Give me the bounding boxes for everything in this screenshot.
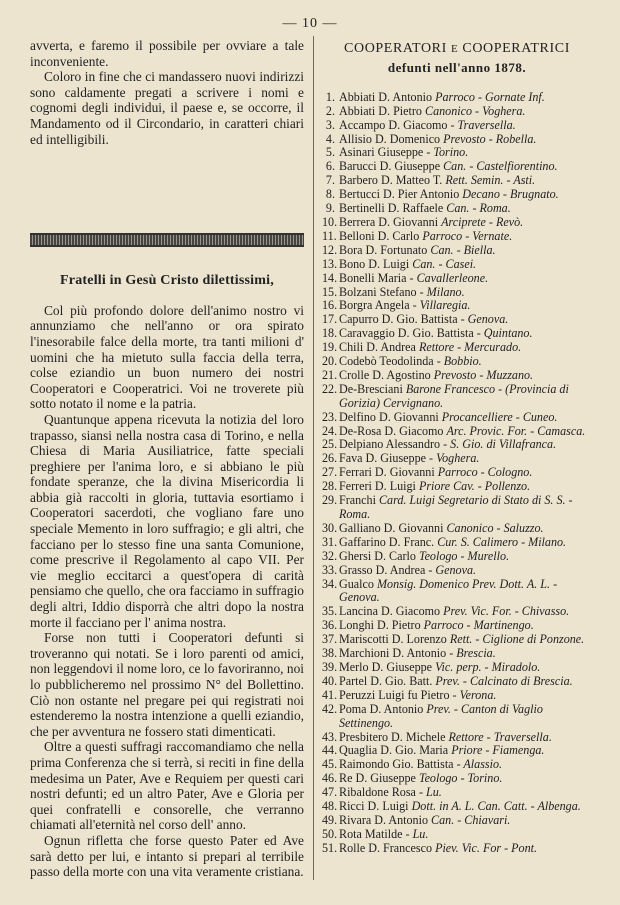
paragraph-prayers: Quantunque appena ricevuta la notizia del loro trapasso, siansi nella nostra casa di Torino, e nella Chiesa di Maria Ausiliatrice, fatte speciali preghiere per l'anima loro, e si abbiano le più fondate speranze, che la divina Misericordia li abbia già raccolti in gloria, tuttavia esortiamo i Cooperatori sacerdoti, che vogliano fare uno speciale Memento in loro suffragio; e gli altri, che facciano per lo stesso fine una santa Comunione, come prescrive il Regolamento al capo VII. Per vie meglio eccitarci a quest'opera di carità pensiamo che quello, che ora facciamo in suffragio degli altri, Iddio disporrà che altri dopo la nostra morte il facciano per l' anima nostra. — [30, 411, 304, 630]
list-item — [322, 466, 592, 480]
list-title: COOPERATORI E COOPERATRICI — [344, 41, 570, 56]
entry-note: - Traversella. — [450, 117, 516, 132]
entry-text — [339, 578, 592, 606]
entry-name: Merlo D. Giuseppe — [339, 659, 436, 674]
entry-number: 49. — [322, 812, 338, 827]
entry-note: Arciprete - Revò. — [441, 214, 524, 229]
list-item — [322, 828, 592, 842]
entry-text — [339, 188, 592, 202]
list-item — [322, 411, 592, 425]
entry-note: Priore - Fiamenga. — [451, 743, 545, 758]
entry-text — [339, 216, 592, 230]
entry-number: 33. — [322, 562, 338, 577]
page-number: — 10 — — [282, 16, 338, 31]
entry-note: Barone Francesco - (Provincia di Gorizia) Cervignano. — [339, 381, 569, 410]
list-item — [322, 633, 592, 647]
entry-number: 22. — [322, 381, 338, 396]
entry-name: Lancina D. Giacomo — [339, 604, 444, 619]
list-item — [322, 494, 592, 522]
entry-note: Parroco - Vernate. — [422, 228, 513, 243]
list-item — [322, 758, 592, 772]
entry-name: De-Bresciani — [339, 381, 406, 396]
entry-name: Caravaggio D. Gio. Battista — [339, 326, 477, 341]
list-item — [322, 355, 592, 369]
entry-note: Can. - Castelfiorentino. — [443, 159, 558, 174]
entry-name: Franchi — [339, 493, 379, 508]
paragraph-announcement: Col più profondo dolore dell'animo nostro vi annunziamo che nell'anno or ora spirato l'inesorabile falce della morte, tra tanti milioni d' uomini che ha mietuto sulla faccia della terra, colse eziandio un buon numero dei nostri Cooperatori e Cooperatrici. Voi ne troverete più sotto notato il nome e la patria. — [30, 302, 304, 412]
entry-number: 21. — [322, 367, 338, 382]
entry-number: 34. — [322, 576, 338, 591]
entry-note: Monsig. Domenico Prev. Dott. A. L. - Genova. — [339, 576, 558, 605]
entry-number: 11. — [322, 228, 337, 243]
paragraph-intro-end: avverta, e faremo il possibile per ovviare a tale inconveniente. — [30, 38, 304, 69]
entry-name: Partel D. Gio. Batt. — [339, 673, 436, 688]
entry-number: 1. — [325, 89, 335, 104]
entry-number: 51. — [322, 840, 338, 855]
entry-number: 16. — [322, 298, 338, 313]
list-item — [322, 800, 592, 814]
entry-note: Decano - Brugnato. — [462, 187, 559, 202]
entry-name: Chili D. Andrea — [339, 340, 419, 355]
entry-note: Can. - Roma. — [446, 201, 511, 216]
entry-number: 44. — [322, 743, 338, 758]
entry-text — [339, 744, 592, 758]
list-item — [322, 772, 592, 786]
entry-number: 47. — [322, 785, 338, 800]
entry-name: Accampo D. Giacomo — [339, 117, 451, 132]
entry-text — [339, 286, 592, 300]
entry-number: 18. — [322, 326, 338, 341]
entry-name: Presbitero D. Michele — [339, 729, 449, 744]
entry-text — [339, 425, 592, 439]
entry-note: - Lu. — [418, 785, 442, 800]
entry-text — [339, 355, 592, 369]
entry-name: Bono D. Luigi — [339, 256, 413, 271]
entry-name: Rota Matilde — [339, 826, 406, 841]
list-item — [322, 174, 592, 188]
list-item — [322, 452, 592, 466]
list-item — [322, 244, 592, 258]
column-divider — [313, 36, 314, 880]
entry-note: - Lu. — [405, 826, 429, 841]
entry-text — [339, 814, 592, 828]
entry-note: - Milano. — [419, 284, 465, 299]
entry-text — [339, 758, 592, 772]
entry-text — [339, 313, 592, 327]
entry-note: Canonico - Voghera. — [425, 103, 526, 118]
entry-number: 41. — [322, 687, 338, 702]
entry-text — [339, 522, 592, 536]
list-item — [322, 272, 592, 286]
entry-name: Re D. Giuseppe — [339, 771, 419, 786]
entry-text — [339, 272, 592, 286]
entry-text — [339, 438, 592, 452]
entry-note: - Alassio. — [456, 757, 503, 772]
entry-text — [339, 786, 592, 800]
list-item — [322, 786, 592, 800]
entry-note: Arc. Provic. For. - Camasca. — [446, 423, 586, 438]
list-item — [322, 313, 592, 327]
list-item — [322, 814, 592, 828]
entry-text — [339, 452, 592, 466]
entry-note: Prevosto - Robella. — [443, 131, 537, 146]
list-item — [322, 703, 592, 731]
entry-name: Bonelli Maria — [339, 270, 410, 285]
entry-text — [339, 550, 592, 564]
entry-note: Teologo - Torino. — [418, 771, 503, 786]
entry-text — [339, 689, 592, 703]
entry-text — [339, 244, 592, 258]
entry-number: 36. — [322, 618, 338, 633]
entry-name: Borgra Angela — [339, 298, 413, 313]
entry-number: 28. — [322, 479, 338, 494]
entry-text — [339, 105, 592, 119]
entry-text — [339, 772, 592, 786]
entry-note: Cur. S. Calimero - Milano. — [437, 534, 567, 549]
entry-text — [339, 327, 592, 341]
entry-text — [339, 119, 592, 133]
entry-number: 37. — [322, 632, 338, 647]
list-item — [322, 258, 592, 272]
entry-number: 19. — [322, 340, 338, 355]
list-item — [322, 202, 592, 216]
list-item — [322, 160, 592, 174]
list-item — [322, 661, 592, 675]
entry-name: Mariscotti D. Lorenzo — [339, 632, 450, 647]
entry-name: Delpiano Alessandro — [339, 437, 444, 452]
list-item — [322, 842, 592, 856]
list-item — [322, 647, 592, 661]
paragraph-addresses: Coloro in fine che ci mandassero nuovi indirizzi sono caldamente pregati a scrivere i nomi e cognomi degli individui, il paese e, se occorre, il Mandamento od il Circondario, in caratteri chiari ed intelligibili. — [30, 69, 304, 147]
entry-number: 29. — [322, 493, 338, 508]
list-item — [322, 327, 592, 341]
entry-name: Crolle D. Agostino — [339, 367, 434, 382]
entry-text — [339, 133, 592, 147]
entry-number: 42. — [322, 701, 338, 716]
list-item — [322, 480, 592, 494]
paragraph-forgotten: Forse non tutti i Cooperatori defunti si troveranno qui notati. Se i loro parenti od amici, non leggendovi il nome loro, ce lo favoriranno, noi lo pubblicheremo nel prossimo N° del Bollettino. Ciò non ostante nel pregare pei qui registrati noi estenderemo la nostra intenzione a quelli eziandio, che per avventura ne fossero stati dimenticati. — [30, 630, 304, 739]
entry-text — [339, 466, 592, 480]
entry-text — [339, 383, 592, 411]
entry-number: 48. — [322, 799, 338, 814]
list-item — [322, 105, 592, 119]
list-item — [322, 425, 592, 439]
entry-name: Allisio D. Domenico — [339, 131, 444, 146]
entry-number: 7. — [325, 173, 335, 188]
list-item — [322, 341, 592, 355]
entry-note: Vic. perp. - Miradolo. — [435, 659, 541, 674]
entry-note: - Voghera. — [429, 451, 480, 466]
entry-text — [339, 647, 592, 661]
list-item — [322, 675, 592, 689]
entry-text — [339, 800, 592, 814]
entry-number: 24. — [322, 423, 338, 438]
section-title: Fratelli in Gesù Cristo dilettissimi, — [60, 273, 274, 289]
entry-note: - Verona. — [452, 687, 497, 702]
list-item — [322, 286, 592, 300]
list-item — [322, 578, 592, 606]
entry-name: Rivara D. Antonio — [339, 812, 432, 827]
entry-number: 32. — [322, 548, 338, 563]
entry-note: Can. - Casei. — [412, 256, 477, 271]
entry-text — [339, 258, 592, 272]
entry-text — [339, 633, 592, 647]
list-item — [322, 230, 592, 244]
entry-name: Marchioni D. Antonio — [339, 646, 450, 661]
entry-number: 17. — [322, 312, 338, 327]
list-item — [322, 536, 592, 550]
entry-name: Berrera D. Giovanni — [339, 214, 442, 229]
entry-number: 46. — [322, 771, 338, 786]
entry-name: Ferreri D. Luigi — [339, 479, 419, 494]
entry-name: Capurro D. Gio. Battista — [339, 312, 461, 327]
entry-name: Grasso D. Andrea — [339, 562, 429, 577]
entry-text — [339, 480, 592, 494]
entry-number: 14. — [322, 270, 338, 285]
list-item — [322, 731, 592, 745]
list-item — [322, 438, 592, 452]
list-item — [322, 383, 592, 411]
entry-note: Prev. - Calcinato di Brescia. — [435, 673, 573, 688]
entry-name: Rolle D. Francesco — [339, 840, 436, 855]
entry-name: Peruzzi Luigi fu Pietro — [339, 687, 453, 702]
entry-note: Can. - Chiavari. — [431, 812, 511, 827]
entry-note: Piev. Vic. For - Pont. — [435, 840, 538, 855]
entry-note: - Genova. — [460, 312, 509, 327]
right-column — [322, 42, 592, 856]
entry-note: Card. Luigi Segretario di Stato di S. S. - Roma. — [339, 493, 573, 521]
paragraph-conference: Oltre a questi suffragi raccomandiamo che nella prima Conferenza che si terrà, si reciti in fine della medesima un Pater, Ave e Requiem per questi cari nostri defunti; ed un altro Pater, Ave e Gloria per quei confratelli e consorelle, che verranno chiamati all'eternità nel corso dell' anno. — [30, 739, 304, 833]
entry-number: 15. — [322, 284, 338, 299]
entry-note: Parroco - Cologno. — [437, 465, 533, 480]
entry-note: - Torino. — [426, 145, 469, 160]
list-item — [322, 133, 592, 147]
list-item — [322, 119, 592, 133]
entry-number: 12. — [322, 242, 338, 257]
list-item — [322, 188, 592, 202]
entry-note: - S. Gio. di Villafranca. — [443, 437, 557, 452]
entry-name: Bolzani Stefano — [339, 284, 420, 299]
entry-text — [339, 202, 592, 216]
entry-note: Parroco - Gornate Inf. — [435, 89, 545, 104]
entry-name: Raimondo Gio. Battista — [339, 757, 457, 772]
list-item — [322, 605, 592, 619]
entry-note: - Brescia. — [449, 646, 496, 661]
entry-text — [339, 703, 592, 731]
entry-text — [339, 731, 592, 745]
entry-note: Parroco - Martinengo. — [423, 618, 534, 633]
entry-note: Rett. Semin. - Asti. — [445, 173, 536, 188]
paragraph-reflection: Ognun rifletta che forse questo Pater ed Ave sarà detto per lui, e intanto si prepari al terribile passo della morte con una vita veramente cristiana. — [30, 832, 304, 880]
entry-name: Ghersi D. Carlo — [339, 548, 419, 563]
entry-name: Galliano D. Giovanni — [339, 520, 447, 535]
entry-number: 45. — [322, 757, 338, 772]
left-column — [30, 38, 304, 880]
entry-note: Teologo - Murello. — [418, 548, 510, 563]
entry-text — [339, 564, 592, 578]
entry-name: Bertinelli D. Raffaele — [339, 201, 447, 216]
entry-number: 27. — [322, 465, 338, 480]
entry-name: Gaffarino D. Franc. — [339, 534, 438, 549]
list-item — [322, 689, 592, 703]
entry-name: Ricci D. Luigi — [339, 799, 412, 814]
entry-name: Asinari Giuseppe — [339, 145, 427, 160]
entry-number: 26. — [322, 451, 338, 466]
entry-text — [339, 299, 592, 313]
entry-number: 3. — [325, 117, 335, 132]
entry-text — [339, 146, 592, 160]
list-item — [322, 522, 592, 536]
entry-name: Abbiati D. Antonio — [339, 89, 436, 104]
section-divider — [30, 233, 304, 247]
entry-note: Prev. - Canton di Vaglio Settinengo. — [339, 701, 543, 730]
entry-note: - Genova. — [428, 562, 477, 577]
entry-note: Priore Cav. - Pollenzo. — [418, 479, 531, 494]
entry-text — [339, 160, 592, 174]
entry-note: - Cavallerleone. — [409, 270, 489, 285]
entry-name: De-Rosa D. Giacomo — [339, 423, 447, 438]
list-item — [322, 564, 592, 578]
entry-note: Prevosto - Muzzano. — [433, 367, 534, 382]
entry-number: 39. — [322, 659, 338, 674]
entry-number: 23. — [322, 409, 338, 424]
entry-text — [339, 675, 592, 689]
list-item — [322, 299, 592, 313]
entry-note: Rettore - Mercurado. — [418, 340, 522, 355]
list-item — [322, 146, 592, 160]
entry-name: Delfino D. Giovanni — [339, 409, 442, 424]
entry-note: Dott. in A. L. Can. Catt. - Albenga. — [411, 799, 581, 814]
entry-text — [339, 230, 592, 244]
entry-name: Gualco — [339, 576, 377, 591]
entry-number: 13. — [322, 256, 338, 271]
entry-number: 40. — [322, 673, 338, 688]
entry-name: Bora D. Fortunato — [339, 242, 431, 257]
entry-text — [339, 661, 592, 675]
entry-name: Longhi D. Pietro — [339, 618, 424, 633]
entry-number: 20. — [322, 354, 338, 369]
entry-number: 43. — [322, 729, 338, 744]
list-item — [322, 619, 592, 633]
entry-name: Barucci D. Giuseppe — [339, 159, 444, 174]
entry-note: Can. - Biella. — [430, 242, 496, 257]
entry-number: 10. — [322, 214, 338, 229]
entry-number: 8. — [325, 187, 335, 202]
entry-text — [339, 536, 592, 550]
entry-number: 50. — [322, 826, 338, 841]
entry-name: Barbero D. Matteo T. — [339, 173, 446, 188]
entry-text — [339, 828, 592, 842]
entry-note: Rettore - Traversella. — [448, 729, 552, 744]
entry-note: Prev. Vic. For. - Chivasso. — [443, 604, 570, 619]
entry-name: Poma D. Antonio — [339, 701, 427, 716]
entry-name: Fava D. Giuseppe — [339, 451, 430, 466]
entry-text — [339, 842, 592, 856]
entry-note: - Bobbio. — [436, 354, 482, 369]
entry-text — [339, 494, 592, 522]
entry-number: 4. — [325, 131, 335, 146]
entry-note: Procancelliere - Cuneo. — [441, 409, 558, 424]
entry-note: Canonico - Saluzzo. — [446, 520, 544, 535]
entry-number: 38. — [322, 646, 338, 661]
list-item — [322, 216, 592, 230]
entry-name: Ribaldone Rosa — [339, 785, 419, 800]
entry-text — [339, 411, 592, 425]
entry-note: Rett. - Ciglione di Ponzone. — [449, 632, 585, 647]
entry-name: Bertucci D. Pier Antonio — [339, 187, 463, 202]
entry-text — [339, 605, 592, 619]
list-item — [322, 91, 592, 105]
entry-name: Quaglia D. Gio. Maria — [339, 743, 452, 758]
entry-name: Ferrari D. Giovanni — [339, 465, 438, 480]
entry-text — [339, 369, 592, 383]
entry-text — [339, 174, 592, 188]
entry-text — [339, 619, 592, 633]
entry-number: 6. — [325, 159, 335, 174]
list-subtitle: defunti nell'anno 1878. — [387, 59, 527, 75]
entry-note: - Villaregia. — [412, 298, 471, 313]
entry-number: 25. — [322, 437, 338, 452]
entry-number: 30. — [322, 520, 338, 535]
deceased-list — [322, 91, 592, 856]
entry-name: Belloni D. Carlo — [339, 228, 423, 243]
entry-number: 2. — [325, 103, 335, 118]
entry-text — [339, 341, 592, 355]
list-item — [322, 369, 592, 383]
entry-text — [339, 91, 592, 105]
list-item — [322, 744, 592, 758]
entry-number: 9. — [325, 201, 335, 216]
entry-name: Abbiati D. Pietro — [339, 103, 425, 118]
entry-number: 31. — [322, 534, 338, 549]
entry-name: Codebò Teodolinda — [339, 354, 437, 369]
entry-number: 35. — [322, 604, 338, 619]
entry-note: - Quintano. — [476, 326, 533, 341]
entry-number: 5. — [325, 145, 335, 160]
list-item — [322, 550, 592, 564]
